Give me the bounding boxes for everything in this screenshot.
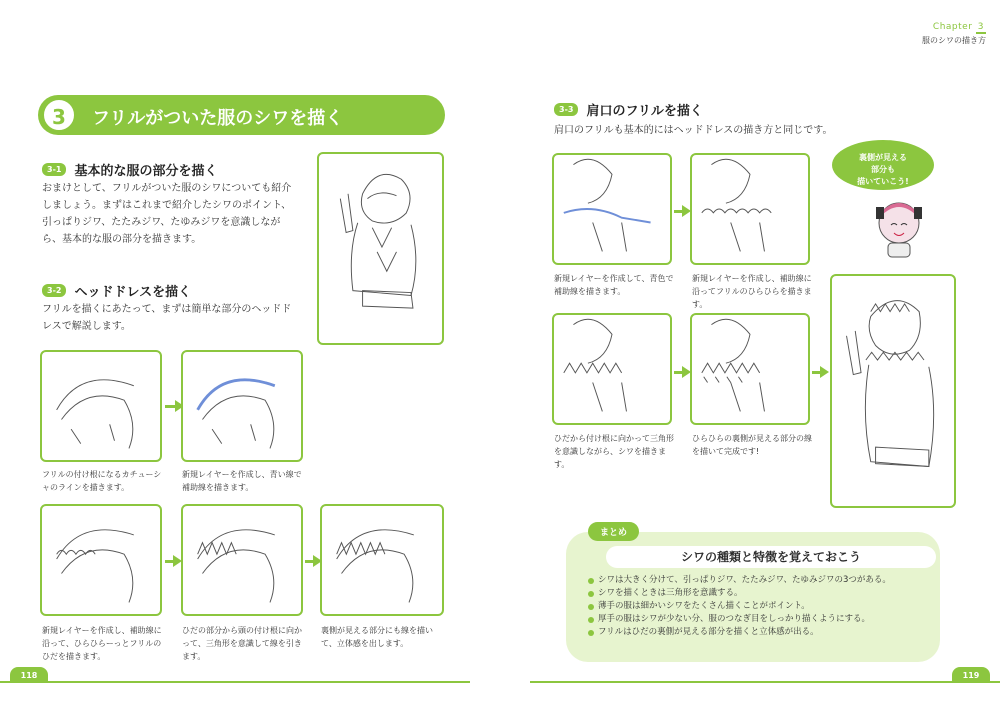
arrow [674, 205, 691, 217]
illustration-headdress-step1 [40, 350, 162, 462]
arrow-shaft [674, 371, 682, 374]
footer-rule-left [0, 681, 470, 683]
subsection-title: 肩口のフリルを描く [586, 104, 703, 119]
subsection-badge: 3-3 [554, 103, 578, 116]
figure-shoulder-4 [692, 315, 808, 423]
chibi-character [866, 193, 932, 259]
arrow-shaft [165, 560, 173, 563]
bubble-line-2: 部分も [871, 165, 895, 174]
figure-headdress-2 [183, 352, 301, 460]
page-number-right: 119 [952, 667, 990, 683]
arrow [674, 366, 691, 378]
summary-title: シワの種類と特徴を覚えておこう [606, 546, 936, 568]
arrow-head [820, 366, 829, 378]
figure-shoulder-3 [554, 315, 670, 423]
arrow [165, 555, 182, 567]
figure-headdress-3 [42, 506, 160, 614]
section-title: フリルがついた服のシワを描く [92, 108, 344, 129]
subsection-title: ヘッドドレスを描く [74, 285, 192, 300]
bubble-line-3: 描いていこう! [857, 177, 909, 186]
figure-shoulder-2 [692, 155, 808, 263]
chapter-label [922, 22, 986, 32]
caption-headdress-4: ひだの部分から頭の付け根に向かって、三角形を意識して線を引きます。 [182, 626, 302, 661]
figure-headdress-1 [42, 352, 160, 460]
illustration-headdress-step5 [320, 504, 444, 616]
summary-item: シワは大きく分けて、引っぱりジワ、たたみジワ、たゆみジワの3つがある。 [588, 574, 891, 587]
arrow-shaft [674, 210, 682, 213]
chapter-subtitle: 服のシワの描き方 [922, 36, 986, 45]
caption-headdress-2: 新規レイヤーを作成し、青い線で補助線を描きます。 [182, 470, 302, 492]
figure-basic-outfit [319, 154, 442, 343]
arrow-shaft [165, 405, 175, 408]
figure-headdress-5 [322, 506, 442, 614]
caption-headdress-5: 裏側が見える部分にも線を描いて、立体感を出します。 [321, 626, 433, 648]
caption-shoulder-4: ひらひらの裏側が見える部分の線を描いて完成です! [692, 434, 812, 456]
caption-headdress-1: フリルの付け根になるカチューシャのラインを描きます。 [42, 470, 162, 492]
summary-item: 厚手の服はシワが少ない分、服のつなぎ目をしっかり描くようにする。 [588, 613, 891, 626]
illustration-headdress-step4 [181, 504, 303, 616]
summary-item: フリルはひだの裏側が見える部分を描くと立体感が出る。 [588, 626, 891, 639]
summary-badge: まとめ [588, 522, 639, 541]
chapter-number: 3 [977, 22, 984, 32]
bubble-line-1: 裏側が見える [859, 153, 907, 162]
subsection-badge: 3-1 [42, 163, 66, 176]
illustration-shoulder-step2 [690, 153, 810, 265]
page-number-left: 118 [10, 667, 48, 683]
subsection-3-3-text: 肩口のフリルも基本的にはヘッドドレスの描き方と同じです。 [554, 125, 833, 136]
figure-headdress-4 [183, 506, 301, 614]
summary-item: 薄手の服は細かいシワをたくさん描くことがポイント。 [588, 600, 891, 613]
figure-shoulder-final [832, 276, 954, 506]
illustration-shoulder-step1 [552, 153, 672, 265]
chibi-illustration [866, 193, 932, 259]
speech-bubble [832, 140, 934, 190]
subsection-3-2-header [42, 281, 191, 300]
summary-list [588, 574, 891, 639]
illustration-headdress-step2 [181, 350, 303, 462]
subsection-3-2-text: フリルを描くにあたって、まずは簡単な部分のヘッドドレスで解説します。 [42, 304, 292, 332]
caption-shoulder-1: 新規レイヤーを作成して、青色で補助線を描きます。 [554, 274, 674, 296]
caption-shoulder-2: 新規レイヤーを作成し、補助線に沿ってフリルのひらひらを描きます。 [692, 274, 812, 309]
subsection-title: 基本的な服の部分を描く [74, 164, 218, 179]
arrow-shaft [305, 560, 313, 563]
illustration-shoulder-step4 [690, 313, 810, 425]
caption-headdress-3: 新規レイヤーを作成し、補助線に沿って、ひらひらーっとフリルのひだを描きます。 [42, 626, 162, 661]
arrow-shaft [812, 371, 820, 374]
footer-rule-right [530, 681, 1000, 683]
section-number: 3 [42, 98, 76, 132]
summary-item: シワを描くときは三角形を意識する。 [588, 587, 891, 600]
subsection-badge: 3-2 [42, 284, 66, 297]
illustration-basic-outfit [317, 152, 444, 345]
chapter-label-text: Chapter [932, 22, 973, 32]
figure-shoulder-1 [554, 155, 670, 263]
subsection-3-1-text: おまけとして、フリルがついた服のシワについても紹介しましょう。まずはこれまで紹介したシワのポイント、引っぱりジワ、たたみジワ、たゆみジワを意識しながら、基本的な服の部分を描きます。 [42, 183, 292, 245]
illustration-shoulder-final [830, 274, 956, 508]
caption-shoulder-3: ひだから付け根に向かって三角形を意識しながら、シワを描きます。 [554, 434, 674, 469]
arrow [812, 366, 829, 378]
illustration-shoulder-step3 [552, 313, 672, 425]
subsection-3-3-header [554, 100, 703, 119]
illustration-headdress-step3 [40, 504, 162, 616]
subsection-3-1-header [42, 160, 217, 179]
section-header [38, 95, 445, 135]
chapter-marker [922, 22, 986, 46]
